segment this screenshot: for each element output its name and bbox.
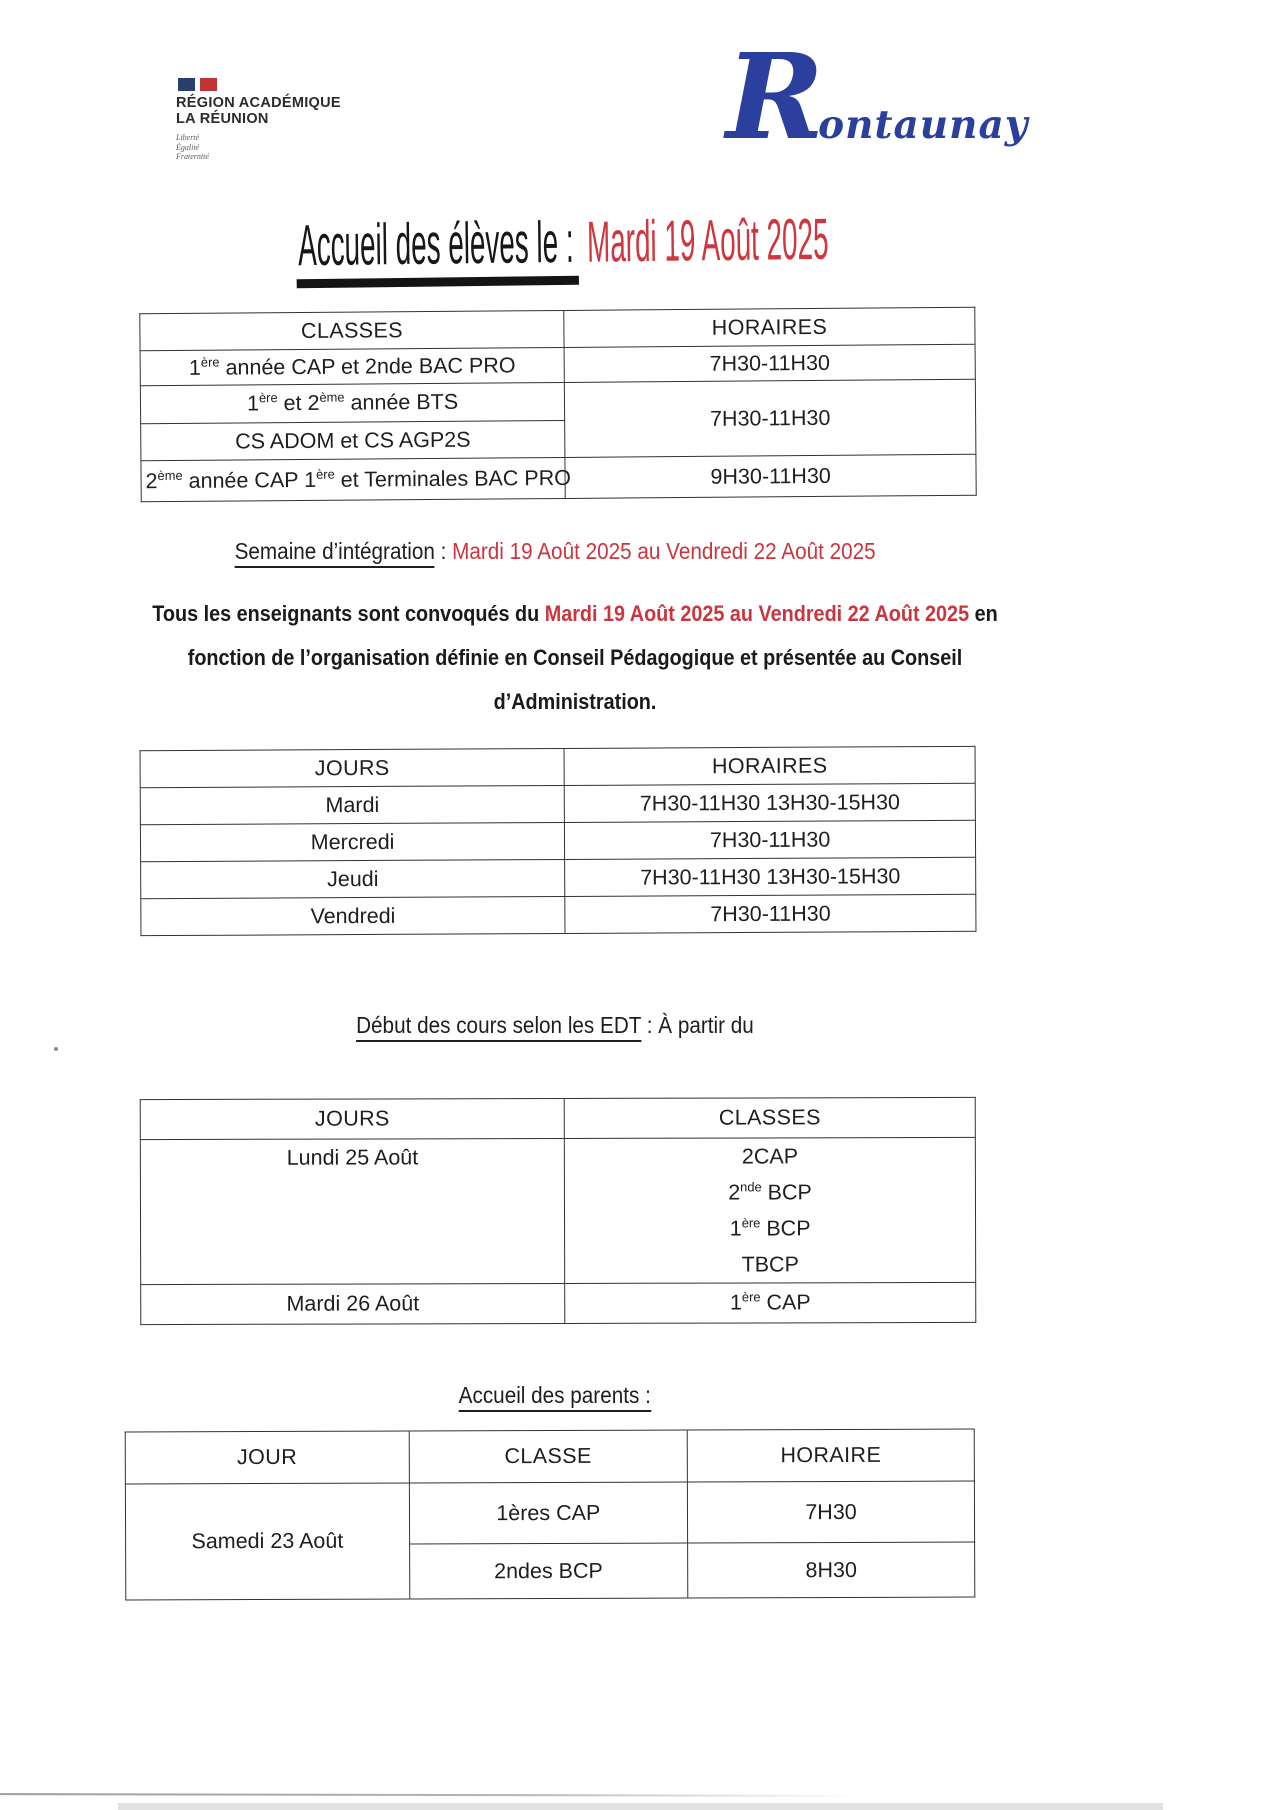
cell-horaire: 9H30-11H30 xyxy=(565,454,976,498)
paragraph-text: Tous les enseignants sont convoqués du xyxy=(152,601,545,626)
cell-horaire-merged: 7H30-11H30 xyxy=(564,379,975,457)
teachers-convocation-paragraph xyxy=(135,592,1015,724)
table-row xyxy=(140,783,975,824)
region-academique-logo xyxy=(176,78,341,162)
classe-item: 2CAP xyxy=(741,1144,799,1169)
cell-horaire: 7H30-11H30 13H30-15H30 xyxy=(565,857,976,896)
page-title xyxy=(0,204,1202,297)
table-row xyxy=(141,894,976,935)
column-header-classes: CLASSES xyxy=(140,310,564,350)
paragraph-text: d’Administration. xyxy=(493,689,657,714)
region-name-line1: RÉGION ACADÉMIQUE xyxy=(176,95,341,111)
parents-label: Accueil des parents : xyxy=(459,1382,651,1412)
integration-week-heading xyxy=(130,538,980,565)
table-row xyxy=(140,820,975,861)
column-header-jours: JOURS xyxy=(140,748,564,787)
cell-classe: 2ème année CAP 1ère et Terminales BAC PRO xyxy=(141,457,565,501)
table-header-row xyxy=(140,746,975,787)
paragraph-text: en xyxy=(969,601,998,626)
table-row xyxy=(141,454,976,502)
cell-horaire: 7H30 xyxy=(687,1481,974,1543)
classe-item: 2nde BCP xyxy=(728,1179,812,1205)
scan-artifact-smudge xyxy=(118,1803,1163,1810)
integration-colon: : xyxy=(434,538,452,564)
table-row xyxy=(140,379,975,424)
classe-item: 1ère BCP xyxy=(729,1215,811,1241)
integration-dates: Mardi 19 Août 2025 au Vendredi 22 Août 2025 xyxy=(451,538,876,564)
cell-horaire: 7H30-11H30 xyxy=(565,820,976,859)
title-label: Accueil des élèves le : xyxy=(295,210,578,288)
cell-jour: Vendredi xyxy=(141,896,565,935)
column-header-classes: CLASSES xyxy=(564,1097,975,1138)
paragraph-dates: Mardi 19 Août 2025 au Vendredi 22 Août 2025 xyxy=(544,601,970,626)
integration-label: Semaine d’intégration xyxy=(234,538,434,568)
table-row xyxy=(125,1481,974,1545)
cell-horaire: 7H30-11H30 13H30-15H30 xyxy=(564,783,975,822)
accueil-parents-table xyxy=(125,1429,976,1601)
cell-horaire: 7H30-11H30 xyxy=(565,894,976,933)
cell-jour-merged: Samedi 23 Août xyxy=(125,1483,409,1600)
cell-jour: Jeudi xyxy=(141,859,565,898)
region-name-line2: LA RÉUNION xyxy=(176,111,269,127)
title-date: Mardi 19 Août 2025 xyxy=(586,206,829,275)
table-row xyxy=(141,1282,976,1324)
republic-motto xyxy=(176,133,341,162)
flag-red-block xyxy=(200,78,217,91)
parents-heading xyxy=(130,1382,980,1409)
cell-classe: 1ères CAP xyxy=(409,1482,688,1544)
jours-classes-table xyxy=(140,1097,977,1325)
column-header-horaire: HORAIRE xyxy=(687,1429,974,1482)
edt-heading xyxy=(130,1012,980,1039)
flag-blue-block xyxy=(178,78,195,91)
cell-horaire: 8H30 xyxy=(688,1542,975,1598)
cell-jour: Mercredi xyxy=(140,822,564,861)
table-row xyxy=(141,857,976,898)
table-row xyxy=(140,1137,975,1284)
table-header-row xyxy=(125,1429,974,1484)
cell-classe: CS ADOM et CS AGP2S xyxy=(141,420,565,460)
cell-jour: Mardi xyxy=(140,785,564,824)
edt-label: Début des cours selon les EDT xyxy=(356,1012,641,1042)
classe-item: TBCP xyxy=(741,1252,799,1277)
motto-fraternite: Fraternité xyxy=(176,152,209,161)
cell-horaire: 7H30-11H30 xyxy=(564,344,975,382)
classes-horaires-table xyxy=(139,307,976,503)
column-header-horaires: HORAIRES xyxy=(564,307,975,347)
column-header-jours: JOURS xyxy=(140,1098,564,1139)
column-header-jour: JOUR xyxy=(125,1431,409,1484)
cell-classes-list xyxy=(564,1137,975,1283)
motto-egalite: Égalité xyxy=(176,142,200,152)
jours-horaires-table xyxy=(140,746,977,936)
school-logo-text: ontaunay xyxy=(818,102,1029,148)
cell-jour: Lundi 25 Août xyxy=(140,1138,565,1284)
cell-classe: 1ère CAP xyxy=(565,1282,976,1323)
school-logo-initial: R xyxy=(726,27,825,166)
scan-artifact-line xyxy=(0,1793,855,1797)
paragraph-text: fonction de l’organisation définie en Conseil Pédagogique et présentée au Conseil xyxy=(187,645,963,670)
french-flag-icon xyxy=(178,78,341,91)
school-logo xyxy=(726,27,1029,166)
cell-classe: 2ndes BCP xyxy=(409,1543,688,1599)
column-header-horaires: HORAIRES xyxy=(564,746,975,785)
cell-classe: 1ère et 2ème année BTS xyxy=(140,382,564,423)
edt-rest: : À partir du xyxy=(641,1012,754,1038)
column-header-classe: CLASSE xyxy=(409,1430,688,1483)
table-header-row xyxy=(140,1097,975,1139)
cell-jour: Mardi 26 Août xyxy=(141,1283,565,1324)
cell-classe: 1ère année CAP et 2nde BAC PRO xyxy=(140,347,564,385)
motto-liberte: Liberté xyxy=(176,133,200,142)
scan-speck xyxy=(54,1047,58,1051)
